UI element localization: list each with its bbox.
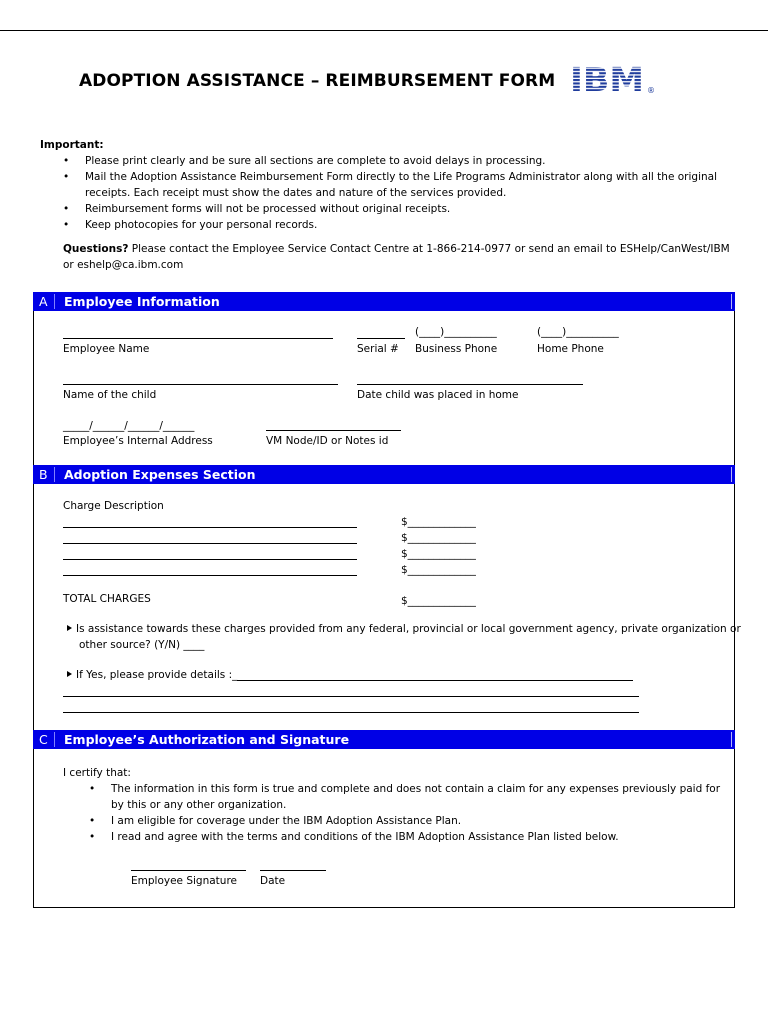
list-item: • I am eligible for coverage under the IBM Adoption Assistance Plan. bbox=[63, 813, 723, 829]
date-field[interactable] bbox=[260, 870, 326, 871]
if-yes-text: If Yes, please provide details :_ bbox=[76, 669, 238, 681]
business-phone-label: Business Phone bbox=[415, 343, 498, 355]
date-label: Date bbox=[260, 875, 286, 887]
list-item: • The information in this form is true and complete and does not contain a claim for any expenses previously paid for by this or any other organization. bbox=[63, 781, 723, 813]
section-letter: C bbox=[39, 732, 48, 747]
amount-field-1[interactable]: $_____________ bbox=[401, 516, 476, 528]
certify-list bbox=[63, 781, 723, 845]
details-line-3[interactable] bbox=[63, 712, 639, 713]
section-a-header bbox=[33, 292, 735, 311]
section-divider bbox=[54, 467, 55, 482]
assistance-question-cont[interactable]: other source? (Y/N) ____ bbox=[79, 639, 205, 651]
section-title: Employee’s Authorization and Signature bbox=[64, 732, 350, 747]
signature-field[interactable] bbox=[131, 870, 246, 871]
total-charges-label: TOTAL CHARGES bbox=[63, 593, 151, 605]
important-heading: Important: bbox=[40, 139, 104, 151]
home-phone-label: Home Phone bbox=[537, 343, 604, 355]
assistance-question bbox=[67, 623, 741, 635]
employee-name-field[interactable] bbox=[63, 338, 333, 339]
vm-node-field[interactable] bbox=[266, 430, 401, 431]
details-line-1[interactable] bbox=[237, 680, 633, 681]
questions-label: Questions? bbox=[63, 243, 129, 255]
registered-mark: ® bbox=[647, 86, 655, 95]
ibm-logo bbox=[570, 62, 656, 96]
list-item: • I read and agree with the terms and conditions of the IBM Adoption Assistance Plan listed below. bbox=[63, 829, 723, 845]
serial-label: Serial # bbox=[357, 343, 399, 355]
assistance-question-text: Is assistance towards these charges provided from any federal, provincial or local government agency, private organization or bbox=[76, 623, 741, 635]
details-line-2[interactable] bbox=[63, 696, 639, 697]
triangle-bullet-icon bbox=[67, 671, 72, 677]
certification bbox=[63, 765, 723, 845]
section-end-mark bbox=[731, 467, 732, 482]
home-phone-field[interactable]: (____)__________ bbox=[537, 326, 619, 338]
internal-address-label: Employee’s Internal Address bbox=[63, 435, 213, 447]
certify-heading: I certify that: bbox=[63, 767, 131, 779]
business-phone-field[interactable]: (____)__________ bbox=[415, 326, 497, 338]
section-letter: A bbox=[39, 294, 48, 309]
amount-field-2[interactable]: $_____________ bbox=[401, 532, 476, 544]
form-title: ADOPTION ASSISTANCE – REIMBURSEMENT FORM bbox=[79, 71, 556, 91]
list-item: • Mail the Adoption Assistance Reimbursement Form directly to the Life Programs Administrator along with all the original receipts. Each receipt must show the dates and nature of the services provided. bbox=[40, 169, 740, 201]
section-b-header bbox=[33, 465, 735, 484]
important-list bbox=[40, 153, 740, 233]
list-item: • Keep photocopies for your personal records. bbox=[40, 217, 740, 233]
section-title: Employee Information bbox=[64, 294, 220, 309]
date-placed-label: Date child was placed in home bbox=[357, 389, 519, 401]
important-notes bbox=[40, 137, 740, 273]
if-yes-label bbox=[67, 669, 237, 681]
vm-node-label: VM Node/ID or Notes id bbox=[266, 435, 389, 447]
charge-line-1[interactable] bbox=[63, 527, 357, 528]
top-rule bbox=[0, 30, 768, 31]
section-end-mark bbox=[731, 732, 732, 747]
charge-description-label: Charge Description bbox=[63, 500, 164, 512]
charge-line-2[interactable] bbox=[63, 543, 357, 544]
section-divider bbox=[54, 294, 55, 309]
serial-field[interactable] bbox=[357, 338, 405, 339]
child-name-label: Name of the child bbox=[63, 389, 157, 401]
amount-field-3[interactable]: $_____________ bbox=[401, 548, 476, 560]
total-amount-field[interactable]: $_____________ bbox=[401, 595, 476, 607]
list-item: • Please print clearly and be sure all sections are complete to avoid delays in processing. bbox=[40, 153, 740, 169]
section-title: Adoption Expenses Section bbox=[64, 467, 256, 482]
child-name-field[interactable] bbox=[63, 384, 338, 385]
amount-field-4[interactable]: $_____________ bbox=[401, 564, 476, 576]
employee-name-label: Employee Name bbox=[63, 343, 150, 355]
questions-text: Please contact the Employee Service Contact Centre at 1-866-214-0977 or send an email to ESHelp/CanWest/IBM or eshelp@ca.ibm.com bbox=[63, 243, 730, 271]
date-placed-field[interactable] bbox=[357, 384, 583, 385]
signature-label: Employee Signature bbox=[131, 875, 237, 887]
triangle-bullet-icon bbox=[67, 625, 72, 631]
charge-line-4[interactable] bbox=[63, 575, 357, 576]
section-divider bbox=[54, 732, 55, 747]
section-c-header bbox=[33, 730, 735, 749]
section-letter: B bbox=[39, 467, 48, 482]
list-item: • Reimbursement forms will not be processed without original receipts. bbox=[40, 201, 740, 217]
charge-line-3[interactable] bbox=[63, 559, 357, 560]
questions-note bbox=[40, 241, 740, 273]
internal-address-field[interactable]: _____/______/______/______ bbox=[63, 420, 195, 432]
section-end-mark bbox=[731, 294, 732, 309]
